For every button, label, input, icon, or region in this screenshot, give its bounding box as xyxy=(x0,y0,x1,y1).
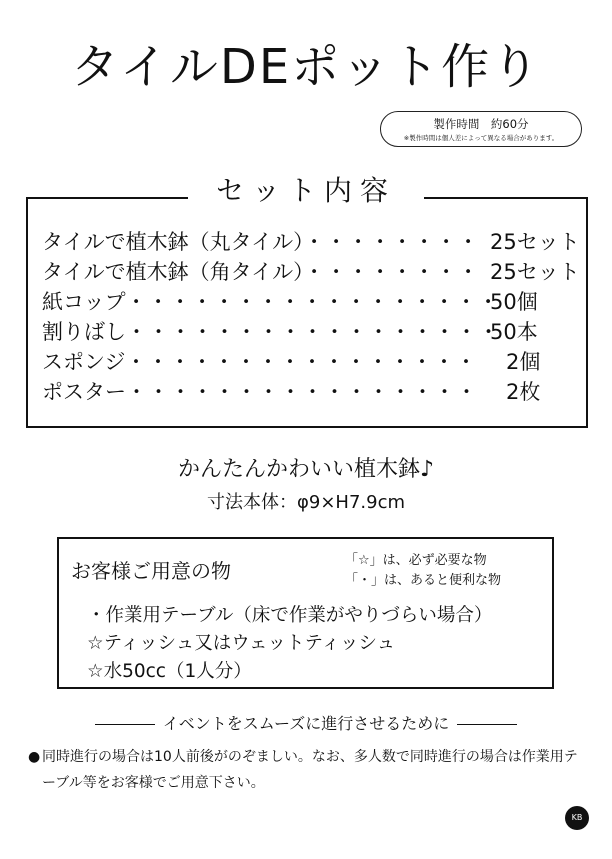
set-item-name: スポンジ xyxy=(42,350,126,374)
event-note-text: 同時進行の場合は10人前後がのぞましい。なお、多人数で同時進行の場合は作業用テーブル等をお客様でご用意下さい。 xyxy=(42,749,578,791)
set-item xyxy=(42,257,580,287)
divider-line xyxy=(457,724,517,725)
set-item-dots: ・・・・・・・・ xyxy=(303,230,480,254)
set-item-dots: ・・・・・・・・ xyxy=(303,260,480,284)
set-item-dots: ・・・・・・・・・・・・・・・・・ xyxy=(126,320,500,344)
customer-prep-box xyxy=(57,537,554,689)
set-item-qty: 50本 xyxy=(490,320,538,344)
set-item-name: 紙コップ xyxy=(42,290,126,314)
page-title: タイルDEポット作り xyxy=(70,39,542,95)
set-item xyxy=(42,227,580,257)
event-heading-row xyxy=(0,711,612,734)
production-time-badge xyxy=(380,111,582,147)
brand-logo: KB xyxy=(565,806,589,830)
production-time: 製作時間 約60分 xyxy=(433,117,529,131)
set-item-name: ポスター xyxy=(42,380,126,404)
set-item xyxy=(42,347,541,377)
bullet-icon: ● xyxy=(28,749,41,765)
set-contents-box xyxy=(26,197,588,428)
set-item xyxy=(42,287,538,317)
set-item-name: タイルで植木鉢（角タイル） xyxy=(42,260,304,284)
set-item-qty: 2枚 xyxy=(506,380,541,404)
pot-size: 寸法本体：φ9×H7.9cm xyxy=(207,492,405,513)
prep-item: ☆水50cc（1人分） xyxy=(87,661,252,682)
set-item-dots: ・・・・・・・・・・・・・・・・ xyxy=(126,380,478,404)
set-item-qty: 25セット xyxy=(490,230,580,254)
pot-title: かんたんかわいい植木鉢♪ xyxy=(177,457,435,482)
set-item-dots: ・・・・・・・・・・・・・・・・ xyxy=(125,350,478,374)
legend-required: 「☆」は、必ず必要な物 xyxy=(345,553,487,568)
set-item-qty: 2個 xyxy=(506,350,541,374)
set-item xyxy=(42,317,538,347)
set-item-dots: ・・・・・・・・・・・・・・・・・ xyxy=(125,290,500,314)
set-item-name: 割りばし xyxy=(42,320,126,344)
set-item-name: タイルで植木鉢（丸タイル） xyxy=(42,230,304,254)
legend-optional: 「・」は、あると便利な物 xyxy=(345,573,502,588)
set-contents-heading: セット内容 xyxy=(188,170,424,212)
set-item xyxy=(42,377,541,407)
prep-item: ☆ティッシュ又はウェットティッシュ xyxy=(87,633,396,654)
divider-line xyxy=(95,724,155,725)
event-note xyxy=(28,744,588,796)
production-time-note: ※製作時間は個人差によって異なる場合があります。 xyxy=(403,134,559,142)
prep-item: ・作業用テーブル（床で作業がやりづらい場合） xyxy=(87,605,493,626)
set-item-qty: 25セット xyxy=(490,260,580,284)
customer-prep-heading: お客様ご用意の物 xyxy=(71,559,231,583)
set-item-qty: 50個 xyxy=(490,290,538,314)
event-heading: イベントをスムーズに進行させるために xyxy=(162,714,450,733)
